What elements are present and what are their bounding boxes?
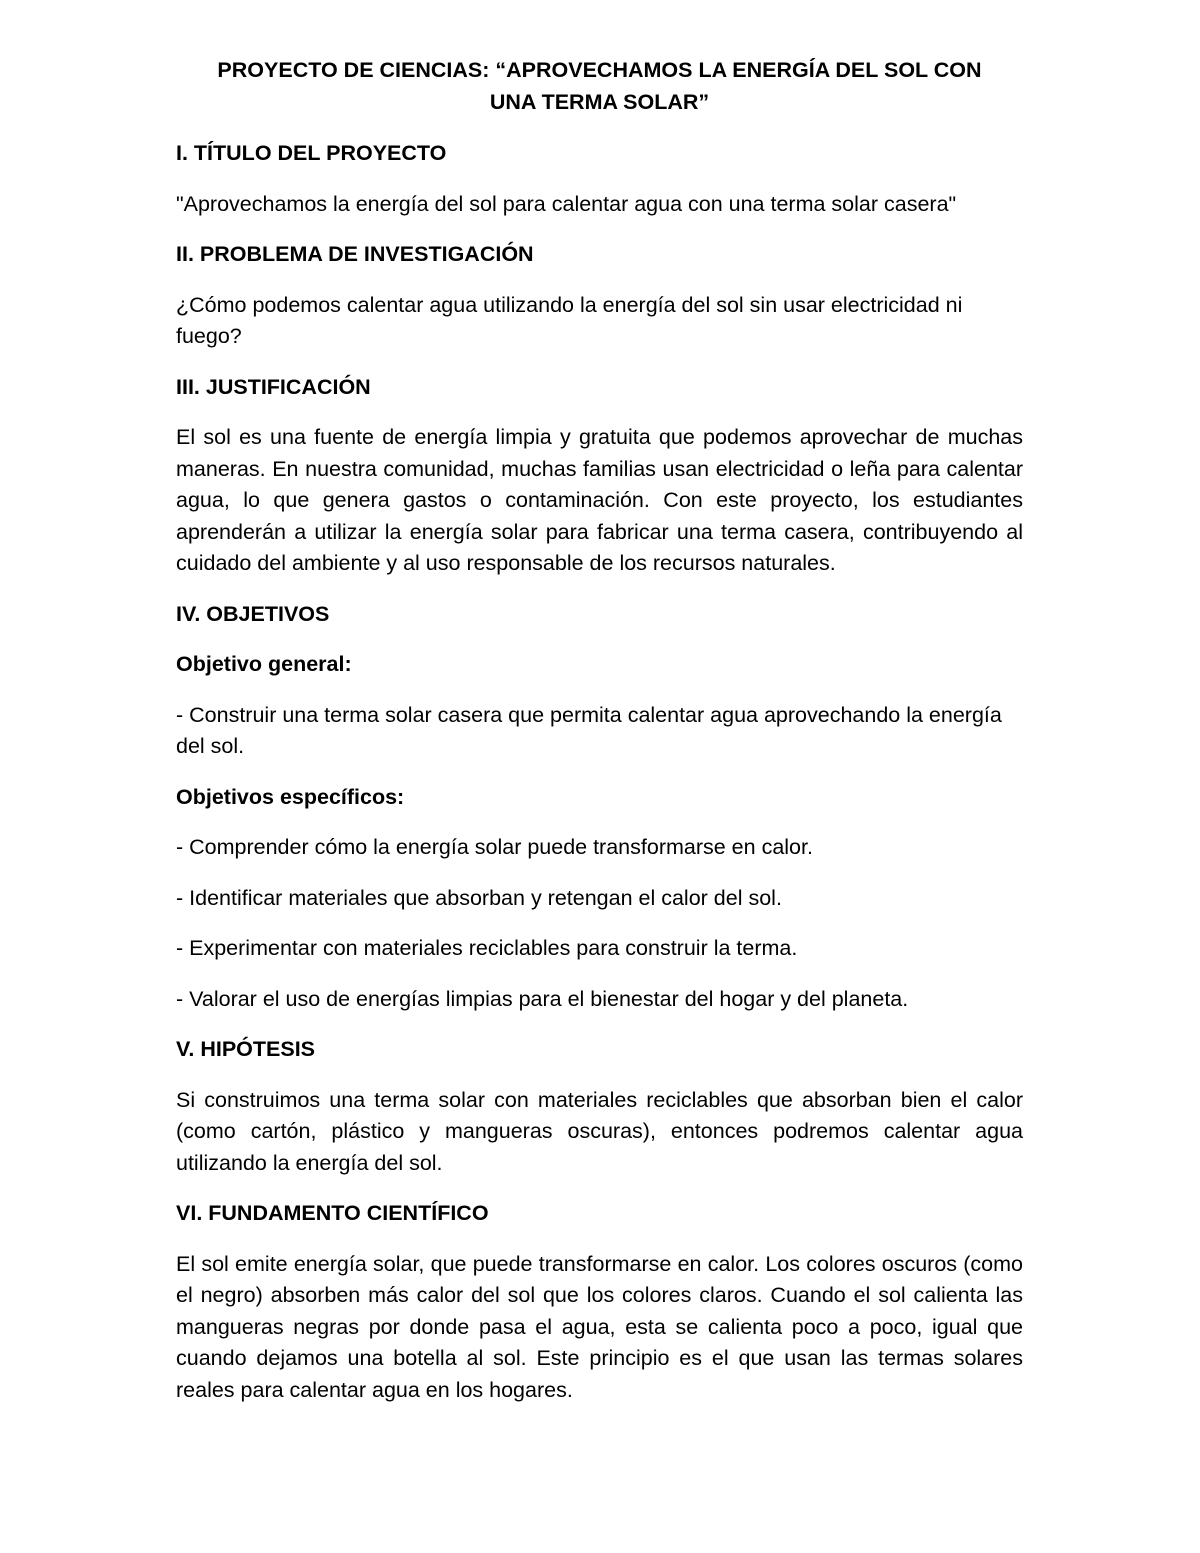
objetivos-especificos-label: Objetivos específicos:: [176, 784, 405, 809]
document-title-line-2: UNA TERMA SOLAR”: [489, 89, 710, 114]
section-heading-fundamento: VI. FUNDAMENTO CIENTÍFICO: [176, 1201, 489, 1225]
section-heading-justificacion: III. JUSTIFICACIÓN: [176, 374, 371, 399]
objetivo-general-text: - Construir una terma solar casera que permita calentar agua aprovechando la energía del sol.: [176, 702, 1002, 758]
section-heading-problema: II. PROBLEMA DE INVESTIGACIÓN: [176, 242, 534, 266]
section-heading-titulo: I. TÍTULO DEL PROYECTO: [176, 141, 447, 165]
document-title: [176, 55, 1023, 118]
document-title-line-1: PROYECTO DE CIENCIAS: “APROVECHAMOS LA ENERGÍA DEL SOL CON: [217, 58, 982, 82]
section-text-hipotesis: Si construimos una terma solar con materiales reciclables que absorban bien el calor (como cartón, plástico y mangueras oscuras), entonces podremos calentar agua utilizando la energía del sol.: [176, 1087, 1023, 1175]
objetivo-general-label: Objetivo general:: [176, 652, 352, 676]
section-heading-hipotesis: V. HIPÓTESIS: [176, 1037, 316, 1061]
document-body: [176, 55, 1023, 1425]
section-text-fundamento: El sol emite energía solar, que puede transformarse en calor. Los colores oscuros (como el negro) absorben más calor del sol que los colores claros. Cuando el sol calienta las mangueras negras por donde pasa el agua, esta se calienta poco a poco, igual que cuando dejamos una botella al sol. Este principio es el que usan las termas solares reales para calentar agua en los hogares.: [176, 1251, 1023, 1402]
section-text-titulo: "Aprovechamos la energía del sol para calentar agua con una terma solar casera": [176, 191, 957, 216]
objetivo-especifico-item: - Identificar materiales que absorban y retengan el calor del sol.: [176, 885, 782, 910]
section-text-problema: ¿Cómo podemos calentar agua utilizando la energía del sol sin usar electricidad ni fuego?: [176, 292, 963, 348]
section-text-justificacion: El sol es una fuente de energía limpia y gratuita que podemos aprovechar de muchas maneras. En nuestra comunidad, muchas familias usan electricidad o leña para calentar agua, lo que genera gastos o contaminación. Con este proyecto, los estudiantes aprenderán a utilizar la energía solar para fabricar una terma casera, contribuyendo al cuidado del ambiente y al uso responsable de los recursos naturales.: [176, 425, 1023, 575]
objetivo-especifico-item: - Comprender cómo la energía solar puede transformarse en calor.: [176, 835, 813, 859]
section-heading-objetivos: IV. OBJETIVOS: [176, 601, 330, 626]
objetivo-especifico-item: - Valorar el uso de energías limpias para el bienestar del hogar y del planeta.: [176, 986, 909, 1011]
objetivo-especifico-item: - Experimentar con materiales reciclables para construir la terma.: [176, 936, 798, 960]
